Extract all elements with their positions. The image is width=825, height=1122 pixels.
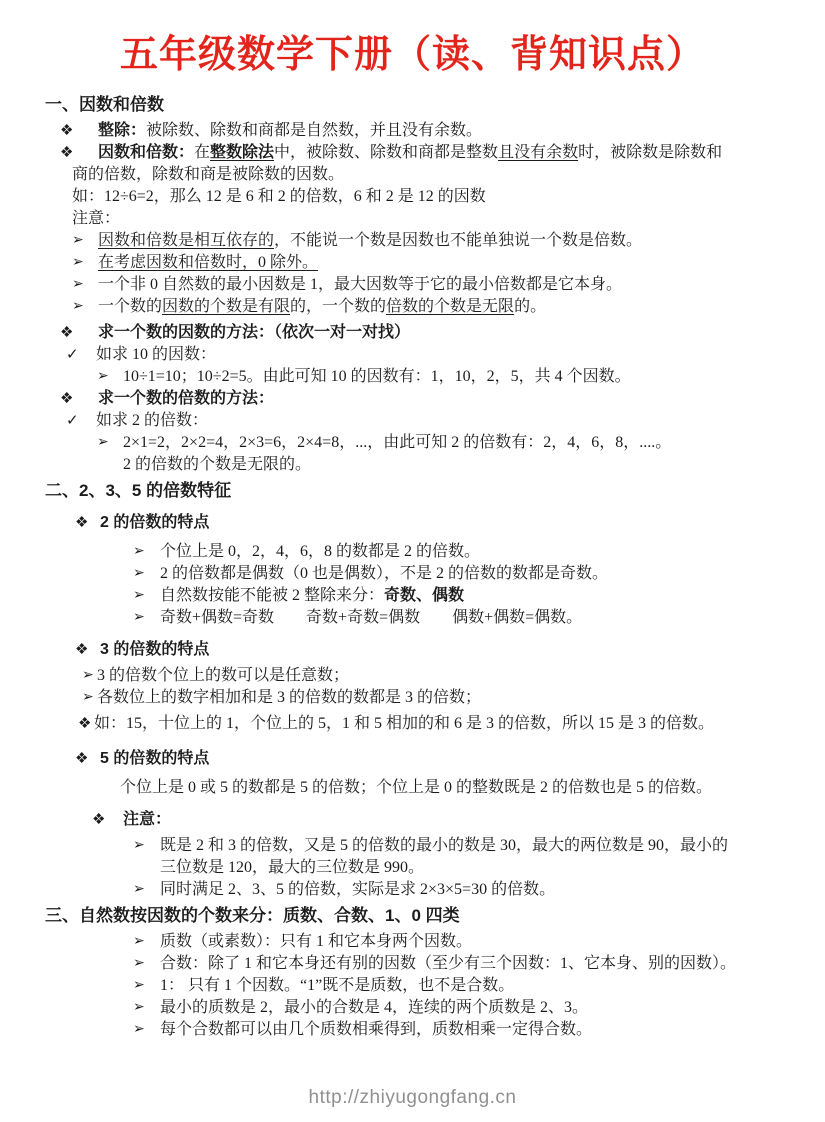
arrow-bullet-icon: ➢ (133, 1000, 145, 1015)
document-body (0, 94, 825, 1041)
text-segment: 既是 2 和 3 的倍数，又是 5 的倍数的最小的数是 30，最大的两位数是 90，最小的 (160, 837, 729, 854)
text-segment: 在考虑因数和倍数时，0 除外。 (98, 254, 319, 271)
text-segment: 各数位上的数字相加和是 3 的倍数的数都是 3 的倍数； (97, 689, 482, 706)
arrow-bullet-icon: ➢ (82, 690, 94, 705)
doc-line (0, 639, 825, 661)
doc-line (0, 835, 825, 857)
diamond-bullet-icon: ❖ (75, 751, 89, 767)
doc-line (0, 344, 825, 366)
doc-line (0, 931, 825, 953)
check-bullet-icon: ✓ (66, 413, 79, 429)
diamond-bullet-icon: ❖ (60, 325, 74, 341)
diamond-bullet-icon: ❖ (75, 515, 89, 531)
doc-line (0, 432, 825, 454)
text-segment: 商的倍数，除数和商是被除数的因数。 (72, 166, 345, 183)
arrow-bullet-icon: ➢ (133, 588, 145, 603)
arrow-bullet-icon: ➢ (82, 668, 94, 683)
text-segment: 10÷1=10；10÷2=5。由此可知 10 的因数有：1，10，2，5，共 4 个因数。 (123, 368, 631, 385)
text-segment: 质数（或素数）：只有 1 和它本身两个因数。 (160, 933, 473, 950)
doc-line (0, 296, 825, 318)
text-segment: 5 的倍数的特点 (100, 750, 210, 767)
text-segment: 三、自然数按因数的个数来分：质数、合数、1、0 四类 (45, 906, 460, 925)
text-segment: 2×1=2，2×2=4，2×3=6，2×4=8，...，由此可知 2 的倍数有：2，4，6，8，....。 (123, 434, 672, 451)
text-segment: 2 的倍数都是偶数（0 也是偶数），不是 2 的倍数的数都是奇数。 (160, 565, 609, 582)
text-segment: ，不能说一个数是因数也不能单独说一个数是倍数。 (274, 232, 643, 249)
arrow-bullet-icon: ➢ (97, 369, 109, 384)
text-segment: 整除： (98, 122, 147, 139)
doc-line (0, 322, 825, 344)
doc-line (0, 905, 825, 927)
doc-line (0, 665, 825, 687)
doc-line (0, 879, 825, 901)
doc-line (0, 186, 825, 208)
text-segment: 在 (194, 144, 211, 161)
doc-line (0, 541, 825, 563)
arrow-bullet-icon: ➢ (72, 277, 84, 292)
text-segment: 如求 10 的因数： (96, 346, 217, 363)
text-segment: 个位上是 0，2，4，6，8 的数都是 2 的倍数。 (160, 543, 481, 560)
doc-line (0, 953, 825, 975)
doc-line (0, 142, 825, 164)
text-segment: 自然数按能不能被 2 整除来分： (160, 587, 385, 604)
doc-line (0, 777, 825, 799)
arrow-bullet-icon: ➢ (72, 255, 84, 270)
text-segment: 一个数的 (98, 298, 163, 315)
text-segment: 如求 2 的倍数： (96, 412, 209, 429)
arrow-bullet-icon: ➢ (72, 233, 84, 248)
footer-url: http://zhiyugongfang.cn (308, 1087, 517, 1108)
text-segment: 3 的倍数的特点 (100, 641, 210, 658)
doc-line (0, 1019, 825, 1041)
doc-line (0, 410, 825, 432)
text-segment: 合数：除了 1 和它本身还有别的因数（至少有三个因数：1、它本身、别的因数）。 (160, 955, 737, 972)
diamond-bullet-icon: ❖ (60, 123, 74, 139)
text-segment: 2 的倍数的特点 (100, 514, 210, 531)
doc-line (0, 857, 825, 879)
diamond-bullet-icon: ❖ (75, 642, 89, 658)
text-segment: 1： 只有 1 个因数。“1”既不是质数，也不是合数。 (160, 977, 515, 994)
text-segment: 最小的质数是 2，最小的合数是 4，连续的两个质数是 2、3。 (160, 999, 589, 1016)
arrow-bullet-icon: ➢ (72, 299, 84, 314)
text-segment: 求一个数的因数的方法：（依次一对一对找） (98, 324, 411, 341)
doc-line (0, 94, 825, 116)
text-segment: 倍数的个数是无限 (386, 298, 515, 315)
text-segment: 因数的个数是有限 (162, 298, 291, 315)
text-segment: 的。 (514, 298, 547, 315)
arrow-bullet-icon: ➢ (133, 544, 145, 559)
text-segment: 因数和倍数： (98, 144, 195, 161)
text-segment: 一、因数和倍数 (45, 95, 164, 114)
doc-line (0, 687, 825, 709)
text-segment: 注意： (123, 811, 172, 828)
text-segment: 奇数、偶数 (384, 587, 465, 604)
arrow-bullet-icon: ➢ (133, 610, 145, 625)
text-segment: 的，一个数的 (290, 298, 387, 315)
doc-line (0, 164, 825, 186)
text-segment: 二、2、3、5 的倍数特征 (45, 481, 232, 500)
page-title: 五年级数学下册（读、背知识点） (119, 34, 705, 76)
text-segment: 2 的倍数的个数是无限的。 (123, 456, 312, 473)
doc-line (0, 975, 825, 997)
text-segment: 如：15，十位上的 1，个位上的 5，1 和 5 相加的和 6 是 3 的倍数，所以 15 是 3 的倍数。 (94, 715, 715, 732)
doc-line (0, 388, 825, 410)
arrow-bullet-icon: ➢ (133, 838, 145, 853)
text-segment: 一个非 0 自然数的最小因数是 1，最大因数等于它的最小倍数都是它本身。 (98, 276, 623, 293)
text-segment: 中，被除数、除数和商都是整数 (274, 144, 499, 161)
arrow-bullet-icon: ➢ (133, 978, 145, 993)
text-segment: 如：12÷6=2，那么 12 是 6 和 2 的倍数，6 和 2 是 12 的因数 (72, 188, 486, 205)
text-segment: 且没有余数 (498, 144, 579, 161)
arrow-bullet-icon: ➢ (133, 956, 145, 971)
text-segment: 每个合数都可以由几个质数相乘得到，质数相乘一定得合数。 (160, 1021, 593, 1038)
diamond-bullet-icon: ❖ (78, 716, 92, 732)
text-segment: 求一个数的倍数的方法： (98, 390, 275, 407)
diamond-bullet-icon: ❖ (60, 391, 74, 407)
text-segment: 整数除法 (210, 144, 275, 161)
doc-line (0, 208, 825, 230)
doc-line (0, 120, 825, 142)
doc-line (0, 585, 825, 607)
text-segment: 注意： (72, 210, 121, 227)
check-bullet-icon: ✓ (66, 347, 79, 363)
arrow-bullet-icon: ➢ (133, 882, 145, 897)
text-segment: 奇数+偶数=奇数 奇数+奇数=偶数 偶数+偶数=偶数。 (160, 609, 583, 626)
diamond-bullet-icon: ❖ (92, 812, 106, 828)
doc-line (0, 366, 825, 388)
arrow-bullet-icon: ➢ (133, 1022, 145, 1037)
doc-line (0, 748, 825, 770)
doc-line (0, 480, 825, 502)
doc-line (0, 454, 825, 476)
diamond-bullet-icon: ❖ (60, 145, 74, 161)
text-segment: 三位数是 120，最大的三位数是 990。 (160, 859, 425, 876)
text-segment: 因数和倍数是相互依存的 (98, 232, 275, 249)
doc-line (0, 274, 825, 296)
arrow-bullet-icon: ➢ (133, 566, 145, 581)
doc-line (0, 713, 825, 735)
doc-line (0, 809, 825, 831)
doc-line (0, 997, 825, 1019)
doc-line (0, 607, 825, 629)
text-segment: 同时满足 2、3、5 的倍数，实际是求 2×3×5=30 的倍数。 (160, 881, 556, 898)
text-segment: 被除数、除数和商都是自然数，并且没有余数。 (146, 122, 483, 139)
doc-line (0, 512, 825, 534)
text-segment: 时，被除数是除数和 (578, 144, 723, 161)
arrow-bullet-icon: ➢ (133, 934, 145, 949)
text-segment: 个位上是 0 或 5 的数都是 5 的倍数；个位上是 0 的整数既是 2 的倍数也是 5 的倍数。 (120, 779, 713, 796)
arrow-bullet-icon: ➢ (97, 435, 109, 450)
doc-line (0, 563, 825, 585)
doc-line (0, 252, 825, 274)
doc-line (0, 230, 825, 252)
text-segment: 3 的倍数个位上的数可以是任意数； (97, 667, 350, 684)
